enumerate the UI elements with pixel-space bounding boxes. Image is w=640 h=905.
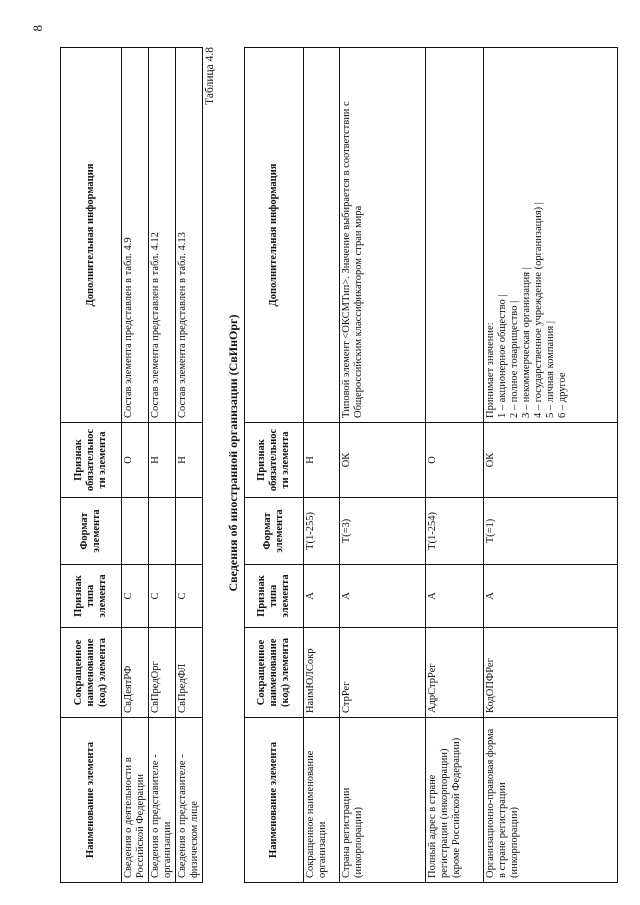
cell-required: О <box>122 422 149 497</box>
header-type: Признак типа элемента <box>245 564 304 627</box>
cell-info: Типовой элемент <ОКСМТип>. Значение выбирается в соответствии с Общероссийским классификатором стран мира <box>340 47 426 422</box>
page-number: 8 <box>30 24 45 31</box>
cell-format <box>149 497 176 564</box>
cell-type: С <box>122 564 149 627</box>
header-format: Формат элемента <box>245 497 304 564</box>
table-row <box>176 47 203 882</box>
cell-code: АдрСтрРег <box>426 627 484 717</box>
cell-name: Полный адрес в стране регистрации (инкорпорации) (кроме Российской Федерации) <box>426 717 484 882</box>
table-foreign-organization <box>244 47 618 883</box>
cell-type: А <box>426 564 484 627</box>
table-caption: Таблица 4.8 <box>204 46 216 105</box>
cell-required: ОК <box>484 422 618 497</box>
cell-code: НаимЮЛСокр <box>304 627 340 717</box>
cell-code: КодОПФРег <box>484 627 618 717</box>
header-type: Признак типа элемента <box>61 564 122 627</box>
cell-name: Сведения о представителе - организации <box>149 717 176 882</box>
cell-name: Страна регистрации (инкорпорации) <box>340 717 426 882</box>
cell-required: О <box>426 422 484 497</box>
cell-required: Н <box>176 422 203 497</box>
header-info: Дополнительная информация <box>245 47 304 422</box>
cell-info <box>426 47 484 422</box>
cell-type: А <box>304 564 340 627</box>
cell-type: С <box>176 564 203 627</box>
cell-code: СвПредОрг <box>149 627 176 717</box>
cell-format: T(1-254) <box>426 497 484 564</box>
header-info: Дополнительная информация <box>61 47 122 422</box>
header-name: Наименование элемента <box>245 717 304 882</box>
table-continuation <box>60 47 203 883</box>
table-row <box>304 47 340 882</box>
cell-info: Состав элемента представлен в табл. 4.9 <box>122 47 149 422</box>
rotated-document-page <box>20 13 620 893</box>
cell-code: СвДеятРФ <box>122 627 149 717</box>
cell-format <box>176 497 203 564</box>
table-row <box>122 47 149 882</box>
cell-required: Н <box>149 422 176 497</box>
cell-format: T(=3) <box>340 497 426 564</box>
header-required: Признак обязательности элемента <box>61 422 122 497</box>
table-title: Сведения об иностранной организации (СвИнОрг) <box>226 314 240 592</box>
cell-code: СтрРег <box>340 627 426 717</box>
cell-name: Сведения о представителе - физическом лице <box>176 717 203 882</box>
cell-name: Сокращенное наименование организации <box>304 717 340 882</box>
cell-format: T(=1) <box>484 497 618 564</box>
table-header-row <box>61 47 122 882</box>
table-row <box>149 47 176 882</box>
cell-format: T(1-255) <box>304 497 340 564</box>
cell-required: Н <box>304 422 340 497</box>
cell-info: Принимает значение: 1 – акционерное общество | 2 – полное товарищество | 3 – некоммерческая организация | 4 – государственное учреждение (организация) | 5 – личная компания | 6 – другое <box>484 47 618 422</box>
cell-required: ОК <box>340 422 426 497</box>
cell-info: Состав элемента представлен в табл. 4.13 <box>176 47 203 422</box>
cell-name: Организационно-правовая форма в стране регистрации (инкорпорации) <box>484 717 618 882</box>
table-row <box>340 47 426 882</box>
cell-format <box>122 497 149 564</box>
header-required: Признак обязательности элемента <box>245 422 304 497</box>
header-code: Сокращенное наименование (код) элемента <box>245 627 304 717</box>
table-header-row <box>245 47 304 882</box>
header-format: Формат элемента <box>61 497 122 564</box>
header-code: Сокращенное наименование (код) элемента <box>61 627 122 717</box>
cell-type: А <box>484 564 618 627</box>
cell-type: А <box>340 564 426 627</box>
header-name: Наименование элемента <box>61 717 122 882</box>
cell-type: С <box>149 564 176 627</box>
cell-code: СвПредФЛ <box>176 627 203 717</box>
table-row <box>484 47 618 882</box>
cell-name: Сведения о деятельности в Российской Федерации <box>122 717 149 882</box>
cell-info <box>304 47 340 422</box>
table-row <box>426 47 484 882</box>
cell-info: Состав элемента представлен в табл. 4.12 <box>149 47 176 422</box>
